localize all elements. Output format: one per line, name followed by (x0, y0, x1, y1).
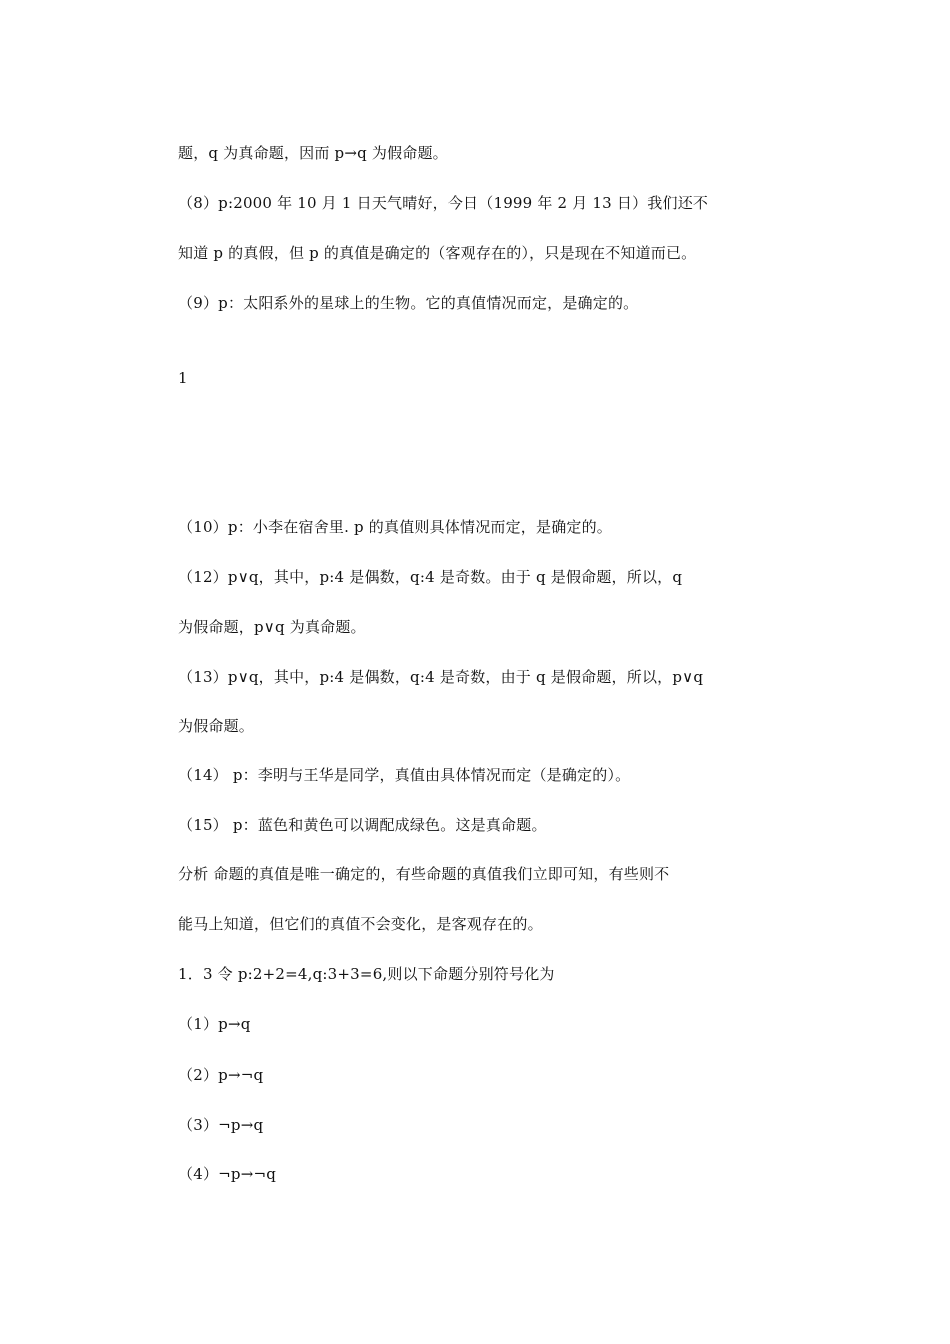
text-line: （15） p：蓝色和黄色可以调配成绿色。这是真命题。 (178, 816, 547, 834)
text-line: （14） p：李明与王华是同学，真值由具体情况而定（是确定的）。 (178, 766, 631, 784)
formula-line: （4）¬p→¬q (178, 1165, 277, 1183)
text-line: 题，q 为真命题，因而 p→q 为假命题。 (178, 144, 448, 162)
section-heading: 1．3 令 p:2+2=4,q:3+3=6,则以下命题分别符号化为 (178, 965, 555, 983)
page-number: 1 (178, 369, 188, 387)
text-line: 为假命题。 (178, 717, 255, 735)
analysis-line: 分析 命题的真值是唯一确定的，有些命题的真值我们立即可知，有些则不 (178, 865, 670, 883)
text-line: （8）p:2000 年 10 月 1 日天气晴好，今日（1999 年 2 月 13 日）我们还不 (178, 194, 709, 212)
formula-line: （1）p→q (178, 1015, 251, 1033)
text-line: （9）p：太阳系外的星球上的生物。它的真值情况而定，是确定的。 (178, 294, 639, 312)
text-line: 知道 p 的真假，但 p 的真值是确定的（客观存在的），只是现在不知道而已。 (178, 244, 697, 262)
text-line: （12）p∨q，其中，p:4 是偶数，q:4 是奇数。由于 q 是假命题，所以，q (178, 568, 683, 586)
text-line: 为假命题，p∨q 为真命题。 (178, 618, 366, 636)
text-line: （10）p：小李在宿舍里. p 的真值则具体情况而定，是确定的。 (178, 518, 612, 536)
analysis-line: 能马上知道，但它们的真值不会变化，是客观存在的。 (178, 915, 543, 933)
formula-line: （3）¬p→q (178, 1116, 264, 1134)
formula-line: （2）p→¬q (178, 1066, 264, 1084)
text-line: （13）p∨q，其中，p:4 是偶数，q:4 是奇数，由于 q 是假命题，所以，p∨q (178, 668, 704, 686)
